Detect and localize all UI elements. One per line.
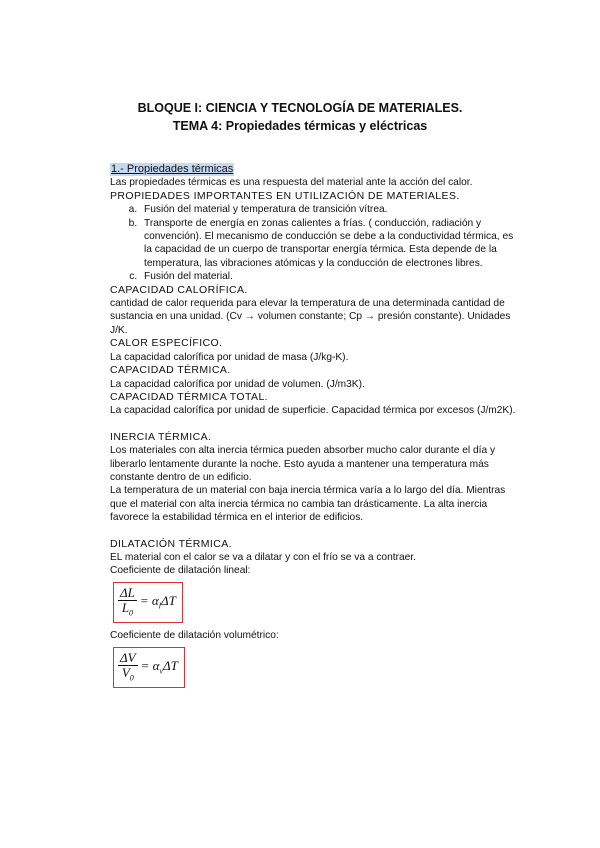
list-item: b. Transporte de energía en zonas calientes a frías. ( conducción, radiación y convención). El mecanismo de conducción se debe a la conductividad térmica, es la capacidad de un cuerpo de transportar energía térmica. Esta depende de la temperatura, las vibraciones atómicas y la conducción de electrones libres. bbox=[140, 217, 522, 271]
dilatacion-text: EL material con el calor se va a dilatar y con el frío se va a contraer. bbox=[110, 551, 416, 563]
capacidad-text: cantidad de calor requerida para elevar la temperatura de una determinada cantidad de sustancia en una unidad. (Cv → volumen constante; Cp → presión constante). Unidades J/K. bbox=[110, 298, 511, 336]
formula-rhs-sub: v bbox=[159, 666, 163, 676]
formula-rhs-sub: l bbox=[158, 601, 161, 611]
inercia-paragraph-1: Los materiales con alta inercia térmica pueden absorber mucho calor durante el día y liberarlo lentamente durante la noche. Esto ayuda a mantener una temperatura más constante dentro de un edificio. bbox=[110, 445, 496, 483]
document-title: BLOQUE I: CIENCIA Y TECNOLOGÍA DE MATERIALES. bbox=[137, 101, 463, 115]
formula-sub: 0 bbox=[129, 673, 134, 683]
list-item: c. Fusión del material. bbox=[140, 270, 522, 283]
inercia-paragraph-2: La temperatura de un material con baja inercia térmica varía a lo largo del día. Mientras que el material con alta inercia térmica no cambia tan drásticamente. La alta inercia favorece la estabilidad térmica en el interior de edificios. bbox=[110, 485, 506, 524]
list-title: PROPIEDADES IMPORTANTES EN UTILIZACIÓN DE MATERIALES. bbox=[110, 189, 460, 202]
document-body bbox=[110, 163, 522, 694]
formula-denominator: L bbox=[121, 599, 130, 615]
total-heading: CAPACIDAD TÉRMICA TOTAL. bbox=[110, 390, 268, 403]
properties-list bbox=[110, 203, 522, 283]
inercia-heading: INERCIA TÉRMICA. bbox=[110, 430, 212, 443]
termica-text: La capacidad calorífica por unidad de volumen. (J/m3K). bbox=[110, 378, 365, 390]
dilatacion-heading: DILATACIÓN TÉRMICA. bbox=[110, 537, 232, 550]
vol-formula bbox=[113, 647, 185, 689]
total-text: La capacidad calorífica por unidad de superficie. Capacidad térmica por excesos (J/m2K). bbox=[110, 405, 516, 417]
lineal-formula bbox=[113, 582, 183, 624]
formula-rhs-end: ΔT bbox=[160, 592, 176, 608]
formula-numerator: ΔL bbox=[120, 584, 135, 600]
list-item: a. Fusión del material y temperatura de transición vítrea. bbox=[140, 203, 522, 216]
formula-sub: 0 bbox=[129, 608, 134, 618]
vol-label: Coeficiente de dilatación volumétrico: bbox=[110, 630, 279, 642]
especifico-heading: CALOR ESPECÍFICO. bbox=[110, 337, 223, 350]
especifico-text: La capacidad calorífica por unidad de masa (J/kg-K). bbox=[110, 351, 349, 363]
formula-denominator: V bbox=[121, 664, 130, 680]
formula-rhs: = α bbox=[140, 657, 160, 673]
intro-paragraph: Las propiedades térmicas es una respuesta del material ante la acción del calor. bbox=[110, 177, 473, 189]
formula-numerator: ΔV bbox=[120, 649, 136, 665]
termica-heading: CAPACIDAD TÉRMICA. bbox=[110, 364, 231, 377]
lineal-label: Coeficiente de dilatación lineal: bbox=[110, 565, 251, 577]
formula-rhs-end: ΔT bbox=[163, 657, 178, 673]
formula-rhs: = α bbox=[139, 592, 159, 608]
document-subtitle: TEMA 4: Propiedades térmicas y eléctricas bbox=[172, 119, 428, 133]
section-heading-propiedades: 1.- Propiedades térmicas bbox=[111, 163, 234, 175]
capacidad-heading: CAPACIDAD CALORÍFICA. bbox=[110, 283, 248, 296]
